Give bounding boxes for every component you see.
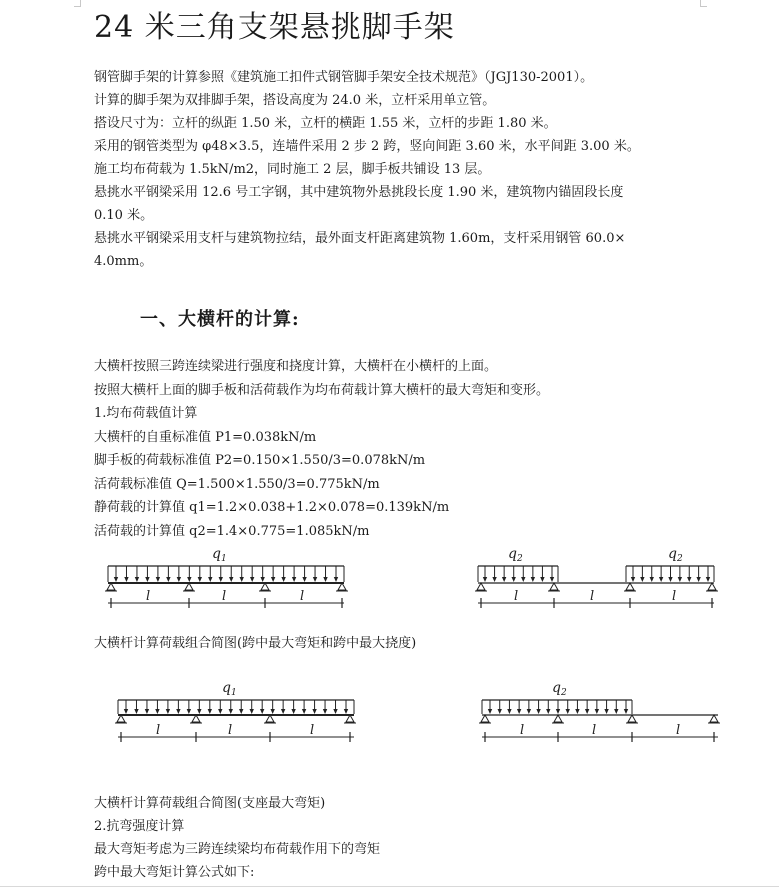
- load-label-q2: $q_2$: [668, 546, 683, 564]
- calc-line: 1.均布荷载值计算: [94, 406, 198, 421]
- load-arrow-head: [585, 709, 589, 714]
- span-label: l: [672, 589, 677, 604]
- intro-line: 计算的脚手架为双排脚手架，搭设高度为 24.0 米，立杆采用单立管。: [94, 93, 496, 108]
- load-arrow-head: [155, 709, 159, 714]
- span-label: l: [310, 723, 315, 738]
- load-arrow-head: [229, 577, 233, 582]
- page-bottom-rule: [0, 886, 779, 887]
- intro-line: 悬挑水平钢梁采用 12.6 号工字钢，其中建筑物外悬挑段长度 1.90 米，建筑物内锚固段长度: [94, 185, 624, 200]
- intro-line: 搭设尺寸为：立杆的纵距 1.50 米，立杆的横距 1.55 米，立杆的步距 1.80 米。: [94, 116, 557, 131]
- load-arrow-head: [176, 709, 180, 714]
- load-arrow-head: [556, 709, 560, 714]
- load-arrow-head: [218, 709, 222, 714]
- diagram-caption: 大横杆计算荷载组合简图(跨中最大弯矩和跨中最大挠度): [94, 636, 417, 651]
- support-triangle: [628, 715, 636, 722]
- load-arrow-head: [156, 577, 160, 582]
- load-label-q2: $q_2$: [552, 680, 567, 698]
- beam-diagram-q2-alternate: [474, 544, 720, 622]
- load-arrow-head: [614, 709, 618, 714]
- load-arrow-head: [145, 709, 149, 714]
- support-triangle: [346, 715, 354, 722]
- support-triangle: [477, 583, 485, 590]
- load-arrow-head: [281, 577, 285, 582]
- load-arrow-head: [517, 709, 521, 714]
- load-arrow-head: [166, 709, 170, 714]
- support-triangle: [261, 583, 269, 590]
- span-label: l: [520, 723, 525, 738]
- load-arrows: [631, 566, 710, 582]
- load-arrow-head: [281, 709, 285, 714]
- load-arrow-head: [498, 709, 502, 714]
- span-label: l: [590, 589, 595, 604]
- load-arrow-head: [114, 577, 118, 582]
- load-arrow-head: [344, 709, 348, 714]
- calc-line: 静荷载的计算值 q1=1.2×0.038+1.2×0.078=0.139kN/m: [94, 500, 450, 515]
- load-arrow-head: [536, 709, 540, 714]
- span-label: l: [228, 723, 233, 738]
- load-arrow-head: [302, 709, 306, 714]
- load-arrow-head: [546, 709, 550, 714]
- load-arrow-head: [640, 577, 644, 582]
- load-arrows: [483, 566, 554, 582]
- load-arrow-head: [197, 709, 201, 714]
- supports: [115, 715, 356, 723]
- support-triangle: [626, 583, 634, 590]
- load-arrow-head: [483, 577, 487, 582]
- load-arrow-head: [260, 577, 264, 582]
- diagram-caption: 大横杆计算荷载组合简图(支座最大弯矩): [94, 796, 326, 811]
- load-arrow-head: [134, 709, 138, 714]
- support-triangle: [554, 715, 562, 722]
- beam-diagram-q1-full: [104, 544, 350, 622]
- load-arrow-head: [313, 577, 317, 582]
- span-label: l: [676, 723, 681, 738]
- load-arrow-head: [492, 577, 496, 582]
- calc-line: 活荷载标准值 Q=1.500×1.550/3=0.775kN/m: [94, 476, 380, 492]
- beam-diagram-q2-adjacent: [478, 678, 724, 756]
- intro-line: 钢管脚手架的计算参照《建筑施工扣件式钢管脚手架安全技术规范》（JGJ130-2001）。: [94, 70, 594, 85]
- load-arrow-head: [575, 709, 579, 714]
- load-arrow-head: [124, 577, 128, 582]
- calc-line: 脚手板的荷载标准值 P2=0.150×1.550/3=0.078kN/m: [94, 453, 426, 468]
- load-arrow-head: [334, 577, 338, 582]
- calc-line: 大横杆的自重标准值 P1=0.038kN/m: [94, 429, 317, 445]
- intro-line: 悬挑水平钢梁采用支杆与建筑物拉结，最外面支杆距离建筑物 1.60m，支杆采用钢管 60.0×: [94, 231, 626, 246]
- support-triangle: [117, 715, 125, 722]
- load-arrows: [114, 566, 338, 582]
- intro-paragraph: [94, 66, 716, 273]
- support-triangle: [550, 583, 558, 590]
- load-arrow-head: [333, 709, 337, 714]
- load-arrow-head: [604, 709, 608, 714]
- load-arrow-head: [177, 577, 181, 582]
- load-arrow-head: [668, 577, 672, 582]
- load-arrow-head: [219, 577, 223, 582]
- body-line: 跨中最大弯矩计算公式如下:: [94, 865, 255, 880]
- load-arrow-head: [292, 577, 296, 582]
- support-triangle: [481, 715, 489, 722]
- load-arrow-head: [696, 577, 700, 582]
- intro-line: 施工均布荷载为 1.5kN/m2，同时施工 2 层，脚手板共铺设 13 层。: [94, 162, 491, 177]
- load-arrow-head: [270, 709, 274, 714]
- supports: [475, 583, 718, 591]
- load-arrows: [124, 700, 348, 714]
- body-line: 最大弯矩考虑为三跨连续梁均布荷载作用下的弯矩: [94, 842, 381, 857]
- support-triangle: [192, 715, 200, 722]
- load-arrows: [488, 700, 628, 714]
- load-arrow-head: [208, 577, 212, 582]
- load-arrow-head: [687, 577, 691, 582]
- load-arrow-head: [659, 577, 663, 582]
- load-arrow-head: [166, 577, 170, 582]
- load-arrow-head: [250, 709, 254, 714]
- calc-line: 活荷载的计算值 q2=1.4×0.775=1.085kN/m: [94, 523, 370, 539]
- load-arrow-head: [650, 577, 654, 582]
- load-label-q1: $q_1$: [222, 680, 237, 698]
- intro-line: 0.10 米。: [94, 208, 154, 223]
- span-label: l: [592, 723, 597, 738]
- load-arrow-head: [229, 709, 233, 714]
- supports: [479, 715, 720, 723]
- load-arrow-head: [323, 577, 327, 582]
- calc-line: 按照大横杆上面的脚手板和活荷载作为均布荷载计算大横杆的最大弯矩和变形。: [94, 382, 550, 398]
- load-arrow-head: [291, 709, 295, 714]
- load-arrow-head: [512, 577, 516, 582]
- calc-paragraph: [94, 355, 716, 543]
- load-arrow-head: [302, 577, 306, 582]
- intro-line: 采用的钢管类型为 φ48×3.5，连墙件采用 2 步 2 跨，竖向间距 3.60 米，水平间距 3.00 米。: [94, 139, 640, 154]
- tail-paragraph: [94, 792, 716, 884]
- load-arrow-head: [187, 709, 191, 714]
- load-arrow-head: [260, 709, 264, 714]
- span-label: l: [146, 589, 151, 604]
- load-arrow-head: [208, 709, 212, 714]
- load-arrow-head: [595, 709, 599, 714]
- support-triangle: [185, 583, 193, 590]
- load-arrow-head: [240, 577, 244, 582]
- load-arrow-head: [198, 577, 202, 582]
- load-arrow-head: [187, 577, 191, 582]
- load-arrow-head: [145, 577, 149, 582]
- load-arrow-head: [624, 709, 628, 714]
- page-corner-mark-left: [74, 0, 81, 7]
- load-arrow-head: [678, 577, 682, 582]
- load-arrow-head: [527, 709, 531, 714]
- load-arrow-head: [550, 577, 554, 582]
- load-arrow-head: [631, 577, 635, 582]
- support-triangle: [708, 583, 716, 590]
- intro-line: 4.0mm。: [94, 254, 153, 269]
- beam-diagram-q1-support: [114, 678, 360, 756]
- load-arrow-head: [566, 709, 570, 714]
- subsection-heading: 2.抗弯强度计算: [94, 819, 185, 834]
- span-label: l: [222, 589, 227, 604]
- load-arrow-head: [271, 577, 275, 582]
- span-label: l: [300, 589, 305, 604]
- load-arrow-head: [706, 577, 710, 582]
- load-arrow-head: [239, 709, 243, 714]
- load-label-q1: $q_1$: [212, 546, 227, 564]
- section-heading: 一、大横杆的计算:: [140, 309, 300, 330]
- support-triangle: [710, 715, 718, 722]
- supports: [105, 583, 348, 591]
- document-title: 24 米三角支架悬挑脚手架: [94, 10, 455, 45]
- load-arrow-head: [521, 577, 525, 582]
- span-label: l: [156, 723, 161, 738]
- load-arrow-head: [502, 577, 506, 582]
- support-triangle: [107, 583, 115, 590]
- load-arrow-head: [250, 577, 254, 582]
- calc-line: 大横杆按照三跨连续梁进行强度和挠度计算，大横杆在小横杆的上面。: [94, 359, 498, 374]
- support-triangle: [266, 715, 274, 722]
- load-arrow-head: [135, 577, 139, 582]
- load-arrow-head: [323, 709, 327, 714]
- load-label-q2: $q_2$: [508, 546, 523, 564]
- load-arrow-head: [124, 709, 128, 714]
- load-arrow-head: [540, 577, 544, 582]
- page-corner-mark-right: [700, 0, 707, 7]
- span-label: l: [514, 589, 519, 604]
- support-triangle: [338, 583, 346, 590]
- load-arrow-head: [488, 709, 492, 714]
- load-arrow-head: [531, 577, 535, 582]
- load-arrow-head: [312, 709, 316, 714]
- load-arrow-head: [507, 709, 511, 714]
